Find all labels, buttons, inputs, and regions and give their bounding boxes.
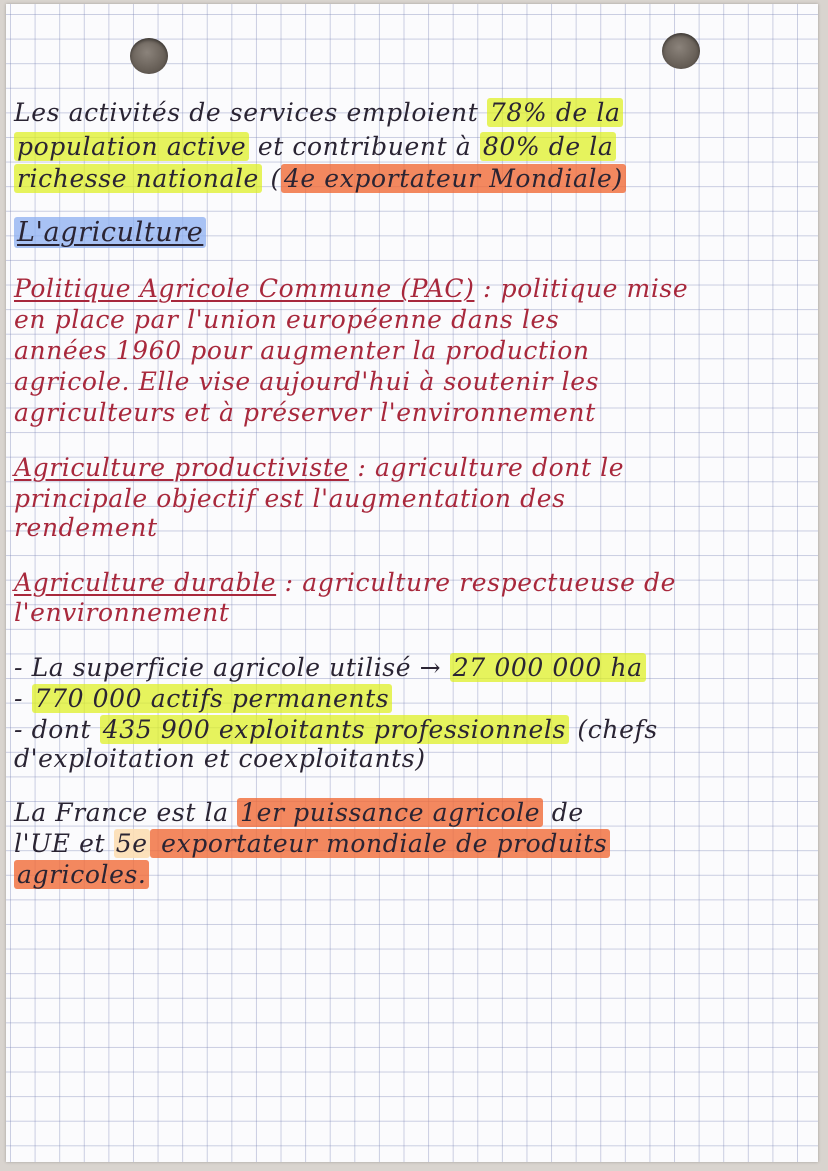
productiviste-line-3: rendement: [14, 513, 158, 542]
stat-text: (chefs: [568, 715, 658, 744]
pac-line-3: années 1960 pour augmenter la production: [14, 336, 590, 365]
highlight-80-percent: 80% de la: [480, 132, 617, 161]
stats-line-2: [14, 686, 392, 711]
durable-line-2: l'environnement: [14, 598, 230, 627]
productiviste-line-1: [14, 455, 624, 480]
term-pac: Politique Agricole Commune (PAC): [14, 274, 475, 303]
definition-text: : agriculture respectueuse de: [276, 568, 677, 597]
france-line-1: [14, 800, 584, 825]
section-heading: [14, 217, 206, 248]
definition-text: : politique mise: [474, 274, 689, 303]
intro-text: (: [261, 164, 281, 193]
stat-text: -: [14, 684, 32, 713]
heading-agriculture: L'agriculture: [14, 217, 206, 248]
highlight-agricoles: agricoles.: [14, 860, 149, 889]
highlight-richesse-nationale: richesse nationale: [14, 164, 262, 193]
stats-line-4: d'exploitation et coexploitants): [14, 744, 426, 773]
intro-line-1: [14, 100, 623, 125]
stats-line-1: [14, 655, 646, 680]
france-line-3: [14, 862, 149, 887]
definition-text: : agriculture dont le: [348, 453, 625, 482]
france-text: de: [543, 798, 584, 827]
term-durable: Agriculture durable: [14, 568, 277, 597]
pac-line-4: agricole. Elle vise aujourd'hui à soutenir les: [14, 367, 600, 396]
intro-line-2: [14, 134, 616, 159]
highlight-5e: 5e: [115, 829, 148, 858]
stat-text: - La superficie agricole utilisé →: [14, 653, 450, 682]
pac-line-2: en place par l'union européenne dans les: [14, 305, 560, 334]
highlight-exportateur: 4e exportateur Mondiale): [281, 164, 626, 193]
france-text: La France est la: [14, 798, 238, 827]
binder-hole-left: [130, 38, 168, 74]
france-line-2: [14, 831, 610, 856]
intro-text: et contribuent à: [249, 132, 480, 161]
durable-line-1: [14, 570, 676, 595]
pac-line-1: [14, 276, 688, 301]
binder-hole-right: [662, 33, 700, 69]
stats-line-3: [14, 717, 658, 742]
highlight-actifs: 770 000 actifs permanents: [32, 684, 393, 713]
highlight-78-percent: 78% de la: [487, 98, 624, 127]
intro-text: Les activités de services emploient: [14, 98, 487, 127]
highlight-superficie: 27 000 000 ha: [450, 653, 646, 682]
term-productiviste: Agriculture productiviste: [14, 453, 349, 482]
productiviste-line-2: principale objectif est l'augmentation des: [14, 484, 566, 513]
highlight-population-active: population active: [14, 132, 249, 161]
france-text: l'UE et: [14, 829, 114, 858]
intro-line-3: [14, 166, 626, 191]
highlight-exploitants: 435 900 exploitants professionnels: [100, 715, 569, 744]
stat-text: - dont: [14, 715, 100, 744]
highlight-exportateur-mondiale: exportateur mondiale de produits: [150, 829, 611, 858]
pac-line-5: agriculteurs et à préserver l'environnement: [14, 398, 596, 427]
highlight-puissance: 1er puissance agricole: [237, 798, 543, 827]
